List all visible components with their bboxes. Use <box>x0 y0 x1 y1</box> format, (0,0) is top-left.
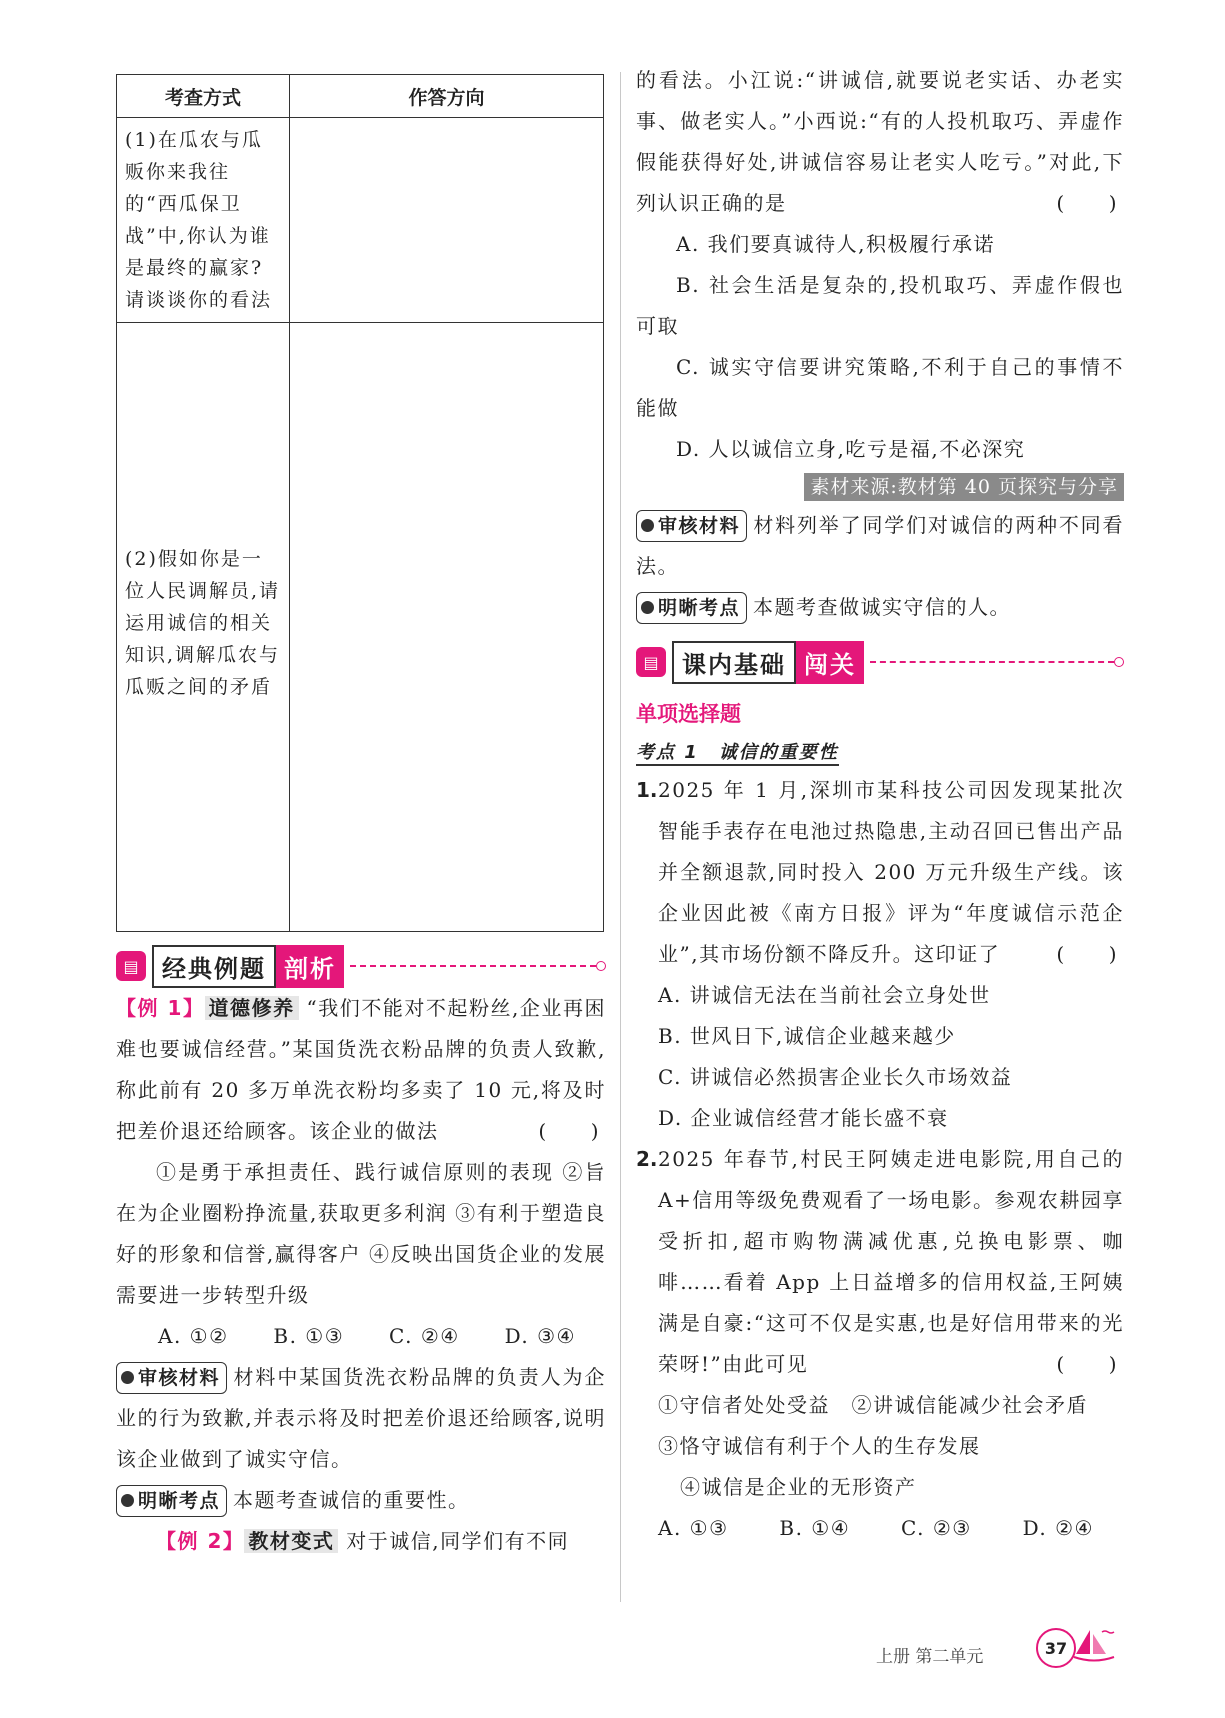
review-badge: 审核材料 <box>636 510 747 542</box>
question-table <box>116 74 604 932</box>
material-source: 素材来源:教材第 40 页探究与分享 <box>636 472 1124 499</box>
sailboat-icon <box>1072 1626 1116 1666</box>
example-tag: 教材变式 <box>244 1529 338 1553</box>
section-title-highlight: 闯关 <box>796 641 864 684</box>
option: B. 社会生活是复杂的,投机取巧、弄虚作假也可取 <box>636 273 1124 338</box>
example-text: 对于诚信,同学们有不同 <box>346 1529 570 1553</box>
footer-text: 上册 第二单元 <box>876 1647 984 1667</box>
option: B. 世风日下,诚信企业越来越少 <box>658 1024 956 1048</box>
book-icon: ▤ <box>636 647 666 677</box>
example-2-start <box>116 1521 606 1562</box>
review-badge: 审核材料 <box>116 1362 227 1394</box>
review-text: 材料中某国货洗衣粉品牌的负责人为企业的行为致歉,并表示将及时把差价退还给顾客,说明该企业做到了诚实守信。 <box>116 1365 606 1471</box>
right-column <box>636 60 1124 1549</box>
example-label: 【例 1】 <box>116 996 205 1020</box>
question-2-statement-4: ④诚信是企业的无形资产 <box>680 1475 917 1499</box>
answer-paren: ( ) <box>1056 942 1118 966</box>
point-text: 本题考查做诚实守信的人。 <box>753 595 1012 619</box>
bullet-icon <box>121 1371 134 1384</box>
question-2-options <box>636 1508 1124 1549</box>
book-icon: ▤ <box>116 951 146 981</box>
option: C. 讲诚信必然损害企业长久市场效益 <box>658 1065 1013 1089</box>
divider-end-dot <box>1114 657 1124 667</box>
option: D. ②④ <box>1022 1516 1094 1540</box>
option: D. 企业诚信经营才能长盛不衰 <box>658 1106 949 1130</box>
table-cell-method: (1)在瓜农与瓜贩你来我往的“西瓜保卫战”中,你认为谁是最终的赢家?请谈谈你的看法 <box>117 118 290 323</box>
section-divider <box>870 661 1114 663</box>
example-1 <box>116 988 606 1152</box>
table-cell-answer <box>290 118 604 323</box>
option: A. ①③ <box>658 1516 729 1540</box>
question-number: 1. <box>636 778 658 802</box>
option: D. 人以诚信立身,吃亏是福,不必深究 <box>676 437 1026 461</box>
example-1-review <box>116 1357 606 1480</box>
example-1-statements: ①是勇于承担责任、践行诚信原则的表现 ②旨在为企业圈粉挣流量,获取更多利润 ③有利于塑造良好的形象和信誉,赢得客户 ④反映出国货企业的发展需要进一步转型升级 <box>116 1160 606 1307</box>
option: B. ①③ <box>273 1324 345 1348</box>
section-header-examples <box>116 944 606 988</box>
review-text: 材料列举了同学们对诚信的两种不同看法。 <box>636 513 1124 578</box>
answer-paren: ( ) <box>1056 1352 1118 1376</box>
option: A. ①② <box>158 1324 229 1348</box>
question-text: 2025 年 1 月,深圳市某科技公司因发现某批次智能手表存在电池过热隐患,主动召回已售出产品并全额退款,同时投入 200 万元升级生产线。该企业因此被《南方日报》评为“年度诚信示范企业”,其市场份额不降反升。这印证了 <box>658 778 1124 966</box>
option: B. ①④ <box>779 1516 851 1540</box>
section-header-basics <box>636 640 1124 684</box>
bullet-icon <box>121 1494 134 1507</box>
page-footer <box>866 1620 1126 1680</box>
example-1-options <box>116 1316 606 1357</box>
option: C. 诚实守信要讲究策略,不利于自己的事情不能做 <box>636 355 1124 420</box>
example-text: “我们不能对不起粉丝,企业再困难也要诚信经营。”某国货洗衣粉品牌的负责人致歉,称此前有 20 多万单洗衣粉均多卖了 10 元,将及时把差价退还给顾客。该企业的做法 <box>116 996 606 1143</box>
example-text: 的看法。小江说:“讲诚信,就要说老实话、办老实事、做老实人。”小西说:“有的人投机取巧、弄虚作假能获得好处,讲诚信容易让老实人吃亏。”对此,下列认识正确的是 <box>636 68 1124 215</box>
question-text: 2025 年春节,村民王阿姨走进电影院,用自己的 A+信用等级免费观看了一场电影。参观农耕园享受折扣,超市购物满减优惠,兑换电影票、咖啡……看着 App 上日益增多的信用权益,王阿姨满是自豪:“这可不仅是实惠,也是好信用带来的光荣呀!”由此可见 <box>658 1147 1124 1376</box>
option: A. 我们要真诚待人,积极履行承诺 <box>676 232 996 256</box>
question-2-statements: ①守信者处处受益 ②讲诚信能减少社会矛盾 ③恪守诚信有利于个人的生存发展 <box>658 1393 1110 1458</box>
section-title-highlight: 剖析 <box>276 945 344 988</box>
divider-end-dot <box>596 961 606 971</box>
table-header-method: 考查方式 <box>117 75 290 118</box>
column-divider <box>620 72 621 1602</box>
example-tag: 道德修养 <box>205 996 299 1020</box>
page-number: 37 <box>1036 1628 1076 1668</box>
option: C. ②③ <box>901 1516 972 1540</box>
example-2-point <box>636 587 1124 628</box>
table-row <box>117 118 604 323</box>
question-type-heading: 单项选择题 <box>636 702 741 726</box>
bullet-icon <box>641 601 654 614</box>
question-number: 2. <box>636 1147 658 1171</box>
example-label: 【例 2】 <box>156 1529 245 1553</box>
table-header-answer: 作答方向 <box>290 75 604 118</box>
point-badge: 明晰考点 <box>116 1485 227 1517</box>
left-column <box>116 60 606 1562</box>
option: C. ②④ <box>389 1324 460 1348</box>
point-text: 本题考查诚信的重要性。 <box>233 1488 470 1512</box>
table-row <box>117 323 604 932</box>
question-2 <box>636 1139 1124 1385</box>
section-title: 课内基础 <box>672 641 796 684</box>
option: A. 讲诚信无法在当前社会立身处世 <box>658 983 991 1007</box>
answer-paren: ( ) <box>538 1119 600 1143</box>
example-1-point <box>116 1480 606 1521</box>
answer-paren: ( ) <box>1056 191 1118 215</box>
point-badge: 明晰考点 <box>636 592 747 624</box>
bullet-icon <box>641 519 654 532</box>
option: D. ③④ <box>504 1324 576 1348</box>
example-2-continued <box>636 60 1124 224</box>
example-2-review <box>636 505 1124 587</box>
section-title: 经典例题 <box>152 945 276 988</box>
knowledge-point: 考点 1 诚信的重要性 <box>636 738 839 766</box>
section-divider <box>350 965 596 967</box>
table-cell-method: (2)假如你是一位人民调解员,请运用诚信的相关知识,调解瓜农与瓜贩之间的矛盾 <box>117 323 290 932</box>
table-cell-answer <box>290 323 604 932</box>
question-1 <box>636 770 1124 975</box>
